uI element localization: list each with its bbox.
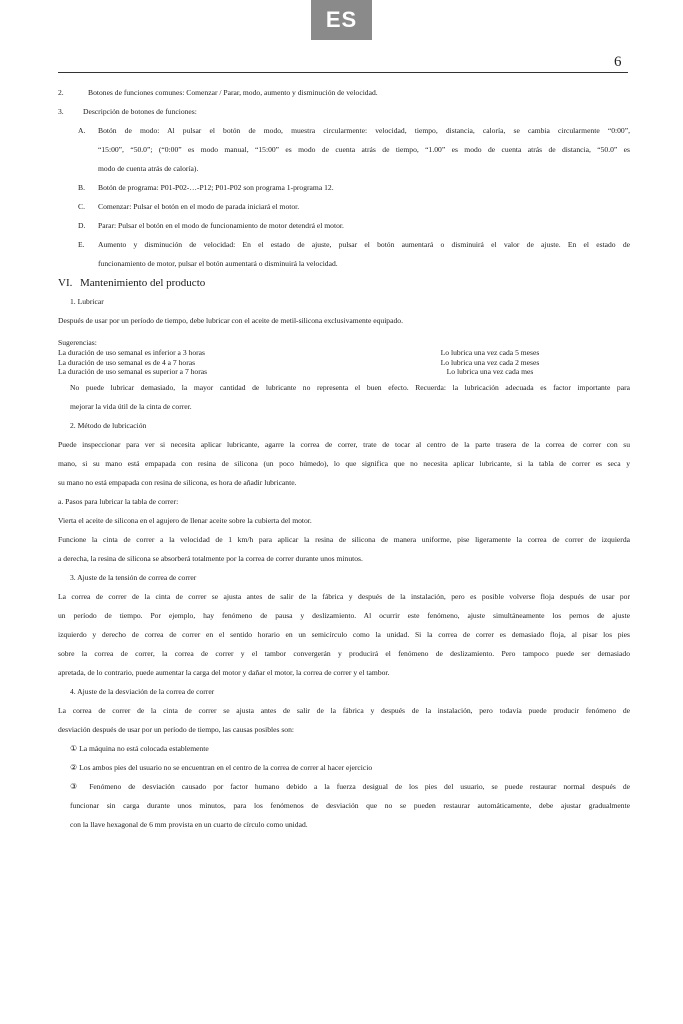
paragraph-note-2: mejorar la vida útil de la cinta de correr. [70,401,192,411]
table-row: La duración de uso semanal es superior a 7 horas Lo lubrica una vez cada mes [58,367,534,376]
paragraph-tension-3: izquierdo y derecho de correa de correr en el sentido horario en un semicírculo como la unidad. Si la correa de correr es demasiado floja, al pisar los pies [58,629,630,639]
paragraph-method-2: mano, si su mano está empapada con resina de silicona (un poco húmedo), lo que significa que no necesita aplicar lubricante, si la tabla de correr es seca y [58,458,630,468]
suggestions-table [58,348,630,377]
header-rule [58,72,628,73]
subheading-desviacion: 4. Ajuste de la desviación de la correa de correr [70,686,215,696]
cause-item-3: ③ Fenómeno de desviación causado por factor humano debido a la fuerza desigual de los pies del usuario, se puede restaurar normal después de funcionar sin carga durante unos minutos, para los fenómenos de desviación que no se pueden restaurar automáticamente, debe ajustar gradualmente con la llave hexagonal de 6 mm provista en un cuarto de círculo como unidad. [70,781,630,829]
steps-label: a. Pasos para lubricar la tabla de correr: [58,496,179,506]
page-number: 6 [614,54,622,70]
subheading-lubricar: 1. Lubricar [70,297,104,306]
paragraph-dev-1: La correa de correr de la cinta de correr se ajusta antes de salir de la fábrica y después de la instalación, pero todavía puede producir fenómeno de [58,705,630,715]
func-item-e: E. Aumento y disminución de velocidad: En el estado de ajuste, pulsar el botón aumentará o disminuirá el valor de ajuste. En el estado de funcionamiento de motor, pulsar el botón aumentará o disminuirá la velocidad. [78,240,630,268]
paragraph-tension-4: sobre la correa de correr, la correa de correr y el tambor convergerán y producirá el fenómeno de deslizamiento. Pero tampoco puede ser demasiado [58,648,630,658]
document-body [58,83,630,834]
paragraph-lubricar: Después de usar por un período de tiempo, debe lubricar con el aceite de metil-silicona exclusivamente equipado. [58,316,403,325]
table-row: La duración de uso semanal es inferior a 3 horas Lo lubrica una vez cada 5 meses [58,348,540,357]
func-item-d: D. Parar: Pulsar el botón en el modo de funcionamiento de motor detendrá el motor. [78,221,344,230]
list-item-3: 3. Descripción de botones de funciones: [58,107,197,116]
table-row: La duración de uso semanal es de 4 a 7 horas Lo lubrica una vez cada 2 meses [58,357,540,367]
paragraph-method-3: su mano no está empapada con resina de silicona, es hora de añadir lubricante. [58,477,297,487]
func-item-b: B. Botón de programa: P01-P02-…-P12; P01-P02 son programa 1-programa 12. [78,183,334,192]
paragraph-dev-2: desviación después de usar por un período de tiempo, las causas posibles son: [58,724,294,734]
paragraph-note-1: No puede lubricar demasiado, la mayor cantidad de lubricante no representa el buen efecto. Recuerda: la lubricación adecuada es factor importante para [70,382,630,392]
subheading-metodo: 2. Método de lubricación [70,420,147,430]
language-tab: ES [311,0,372,40]
paragraph-tension-5: apretada, de lo contrario, puede aumentar la carga del motor y dañar el motor, la correa de correr y el tambor. [58,667,390,677]
paragraph-step-2a: Funcione la cinta de correr a la velocidad de 1 km/h para aplicar la resina de silicona de manera uniforme, pise ligeramente la correa de correr de izquierda [58,534,630,544]
list-item-2: 2. Botones de funciones comunes: Comenzar / Parar, modo, aumento y disminución de velocidad. [58,88,378,97]
cause-item-2: ② Los ambos pies del usuario no se encuentran en el centro de la correa de correr al hacer ejercicio [70,762,373,772]
paragraph-tension-2: un período de tiempo. Por ejemplo, hay fenómeno de pausa y deslizamiento. Al ocurrir este fenómeno, ajuste simultáneamente los pernos de ajuste [58,610,630,620]
paragraph-tension-1: La correa de correr de la cinta de correr se ajusta antes de salir de la fábrica y después de la instalación, pero es posible volverse floja después de usar por [58,591,630,601]
cause-item-1: ① La máquina no está colocada establemente [70,743,209,753]
subheading-tension: 3. Ajuste de la tensión de correa de correr [70,572,197,582]
section-title: VI. Mantenimiento del producto [58,277,206,289]
paragraph-method-1: Puede inspeccionar para ver si necesita aplicar lubricante, agarre la correa de correr, trate de tocar al centro de la parte trasera de la correa de correr con su [58,439,630,449]
func-item-a: A. Botón de modo: Al pulsar el botón de modo, muestra circularmente: velocidad, tiempo, distancia, caloría, se cambia circularmente “0:00”, “15:00”, “50.0”; (“0:00” es modo manual, “15:00” es modo de cuenta atrás de tiempo, “1.00” es modo de cuenta atrás de distancia, “50.0” es modo de cuenta atrás de caloría). [78,126,630,173]
paragraph-step-2b: a derecha, la resina de silicona se absorberá totalmente por la correa de correr durante unos minutos. [58,553,363,563]
func-item-c: C. Comenzar: Pulsar el botón en el modo de parada iniciará el motor. [78,202,300,211]
suggestions-label: Sugerencias: [58,338,97,347]
paragraph-step-1: Vierta el aceite de silicona en el agujero de llenar aceite sobre la cubierta del motor. [58,515,312,525]
